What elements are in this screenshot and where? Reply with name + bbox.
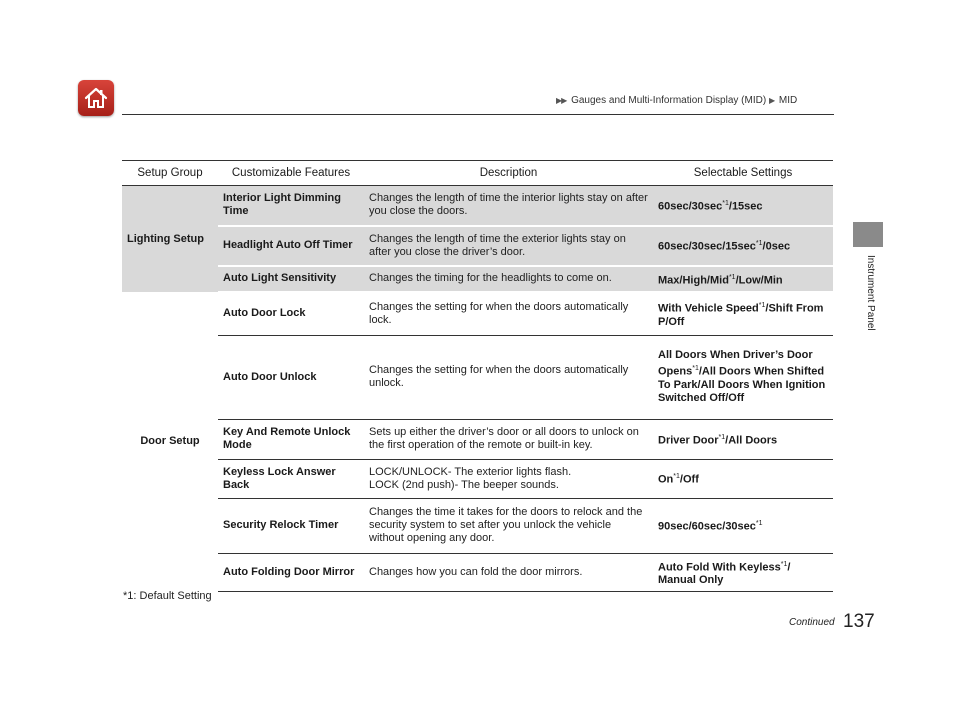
feature-name: Auto Door Unlock — [218, 335, 364, 419]
selectable-settings: Auto Fold With Keyless$^{*1}$/ Manual Only — [653, 553, 833, 592]
table-row — [122, 266, 833, 293]
feature-description: Changes how you can fold the door mirrors. — [364, 553, 653, 592]
selectable-settings: $90\sec/60\sec/30\sec^{*1}$ — [653, 498, 833, 553]
column-header-features: Customizable Features — [218, 161, 364, 186]
settings-table — [122, 160, 833, 592]
selectable-settings: $60\sec/30\sec/15\sec^{*1}/0\sec$ — [653, 226, 833, 266]
breadcrumb-link-mid[interactable]: MID — [778, 95, 798, 106]
feature-description: Changes the setting for when the doors automatically lock. — [364, 292, 653, 335]
feature-description: Sets up either the driver’s door or all doors to unlock on the first operation of the remote or built-in key. — [364, 419, 653, 459]
feature-name: Auto Folding Door Mirror — [218, 553, 364, 592]
table-row — [122, 226, 833, 266]
feature-name: Interior Light Dimming Time — [218, 186, 364, 226]
feature-description: Changes the time it takes for the doors to relock and the security system to set after you unlock the vehicle without opening any door. — [364, 498, 653, 553]
feature-description: LOCK/UNLOCK- The exterior lights flash. LOCK (2nd push)- The beeper sounds. — [364, 459, 653, 498]
column-header-settings: Selectable Settings — [653, 161, 833, 186]
table-row — [122, 498, 833, 553]
feature-name: Auto Door Lock — [218, 292, 364, 335]
table-row — [122, 419, 833, 459]
page-number: 137 — [843, 611, 875, 632]
feature-description: Changes the length of time the interior lights stay on after you close the doors. — [364, 186, 653, 226]
breadcrumb-link-gauges[interactable]: Gauges and Multi-Information Display (MID) — [571, 95, 767, 106]
column-header-setup-group: Setup Group — [122, 161, 218, 186]
feature-name: Auto Light Sensitivity — [218, 266, 364, 293]
feature-description: Changes the setting for when the doors automatically unlock. — [364, 335, 653, 419]
selectable-settings: $60\sec/30\sec^{*1}/15\sec$ — [653, 186, 833, 226]
continued-label: Continued — [789, 617, 835, 628]
table-row — [122, 553, 833, 592]
header-divider — [122, 114, 834, 115]
selectable-settings: With Vehicle Speed$^{*1}$/Shift From P/Off — [653, 292, 833, 335]
home-button[interactable] — [78, 80, 114, 116]
feature-description: Changes the length of time the exterior lights stay on after you close the driver’s door. — [364, 226, 653, 266]
feature-description: Changes the timing for the headlights to come on. — [364, 266, 653, 293]
selectable-settings: Max/High/Mid$^{*1}$/Low/Min — [653, 266, 833, 293]
feature-name: Headlight Auto Off Timer — [218, 226, 364, 266]
table-row — [122, 292, 833, 335]
column-header-description: Description — [364, 161, 653, 186]
table-row — [122, 335, 833, 419]
home-icon — [83, 85, 109, 111]
section-tab-marker[interactable] — [853, 222, 883, 247]
section-label: Instrument Panel — [865, 255, 876, 331]
table-row — [122, 186, 833, 226]
selectable-settings: On$^{*1}$/Off — [653, 459, 833, 498]
table-row — [122, 459, 833, 498]
breadcrumb — [556, 95, 797, 106]
breadcrumb-separator-icon: ▶ — [768, 96, 775, 105]
group-lighting-setup: Lighting Setup — [122, 186, 218, 293]
feature-name: Security Relock Timer — [218, 498, 364, 553]
footnote-default-setting: *1: Default Setting — [123, 590, 212, 602]
feature-name: Key And Remote Unlock Mode — [218, 419, 364, 459]
breadcrumb-arrow-icon: ▶▶ — [556, 96, 567, 105]
feature-name: Keyless Lock Answer Back — [218, 459, 364, 498]
group-door-setup: Door Setup — [140, 435, 200, 448]
table-header-row — [122, 161, 833, 186]
selectable-settings: Driver Door$^{*1}$/All Doors — [653, 419, 833, 459]
selectable-settings: All Doors When Driver’s Door Opens$^{*1}$/All Doors When Shifted To Park/All Doors When Ignition Switched Off/Off — [653, 335, 833, 419]
